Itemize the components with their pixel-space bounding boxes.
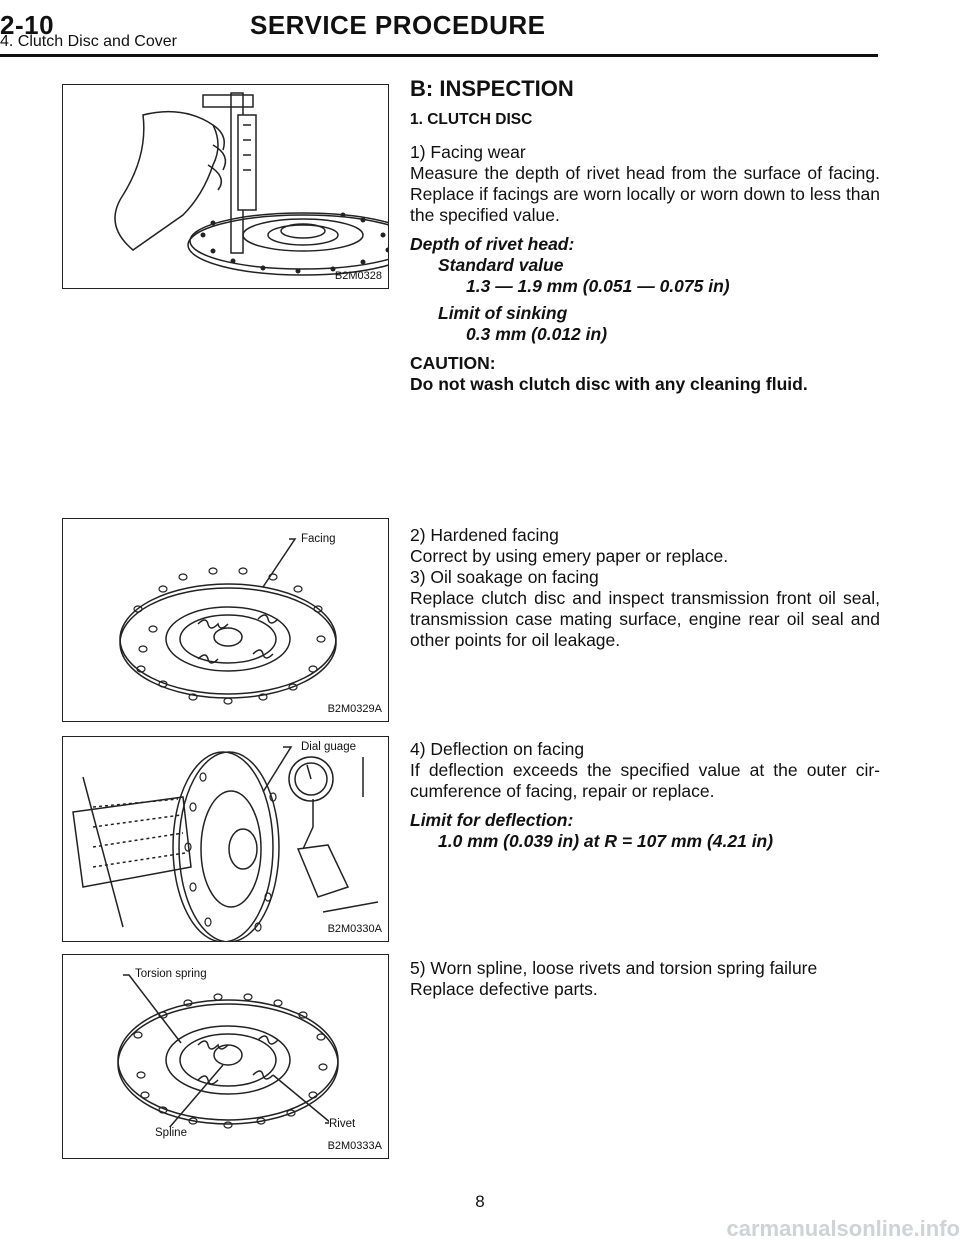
item-text: If deflection exceeds the specified value at the outer cir-cumference of facing, repair or replace.: [410, 760, 880, 801]
header-rule: [0, 54, 878, 57]
item-title: 4) Deflection on facing: [410, 739, 585, 759]
figure-facing: [62, 518, 389, 722]
figure-dial-gauge: [62, 736, 389, 942]
spec-value-standard: 1.3 — 1.9 mm (0.051 — 0.075 in): [466, 276, 730, 296]
caution-label: CAUTION:: [410, 353, 496, 373]
section-title: SERVICE PROCEDURE: [250, 10, 546, 40]
hardened-facing-section: [410, 525, 880, 651]
item-text: Correct by using emery paper or replace.: [410, 546, 729, 566]
caliper-illustration: [63, 85, 388, 288]
item-text: Replace clutch disc and inspect transmission front oil seal, transmission case mating surface, engine rear oil seal and other points for oil leakage.: [410, 588, 880, 650]
spec-value-limit: 0.3 mm (0.012 in): [466, 324, 608, 344]
label-facing: Facing: [301, 533, 336, 545]
page-number: 2-10: [0, 10, 55, 40]
deflection-section: [410, 739, 880, 852]
item-text: Measure the depth of rivet head from the surface of facing. Replace if facings are worn locally or worn down to less than the specified value.: [410, 163, 880, 225]
spline-rivet-section: [410, 958, 880, 1000]
label-rivet: Rivet: [329, 1118, 356, 1130]
spec-title: Depth of rivet head:: [410, 234, 575, 254]
footer-page-number: 8: [475, 1192, 485, 1211]
item-title: 1) Facing wear: [410, 142, 526, 162]
section-subtitle: 4. Clutch Disc and Cover: [0, 33, 177, 50]
figure-code: B2M0328: [334, 270, 382, 282]
figure-spline-rivet: [62, 954, 389, 1159]
figure-code: B2M0329A: [327, 703, 382, 715]
item-title: 2) Hardened facing: [410, 525, 559, 545]
figure-code: B2M0330A: [327, 923, 382, 935]
clutch-disc-facing-illustration: [63, 519, 388, 721]
caution-text: Do not wash clutch disc with any cleaning fluid.: [410, 374, 808, 394]
inspection-section: [410, 78, 880, 395]
watermark: carmanualsonline.info: [726, 1216, 960, 1241]
subsection-heading: 1. CLUTCH DISC: [410, 111, 533, 128]
dial-gauge-illustration: [63, 737, 388, 941]
label-torsion-spring: Torsion spring: [135, 968, 207, 980]
figure-caliper-measurement: [62, 84, 389, 289]
figure-code: B2M0333A: [327, 1140, 382, 1152]
spec-title: Limit for deflection:: [410, 810, 574, 830]
spec-label-standard: Standard value: [438, 255, 564, 275]
section-heading: B: INSPECTION: [410, 76, 574, 101]
item-text: Replace defective parts.: [410, 979, 598, 999]
item-title: 5) Worn spline, loose rivets and torsion spring failure: [410, 958, 818, 978]
spec-value-deflection: 1.0 mm (0.039 in) at R = 107 mm (4.21 in): [438, 831, 774, 851]
label-dial-gauge: Dial guage: [301, 741, 356, 753]
label-spline: Spline: [155, 1127, 187, 1139]
spec-label-limit: Limit of sinking: [438, 303, 568, 323]
item-title: 3) Oil soakage on facing: [410, 567, 599, 587]
